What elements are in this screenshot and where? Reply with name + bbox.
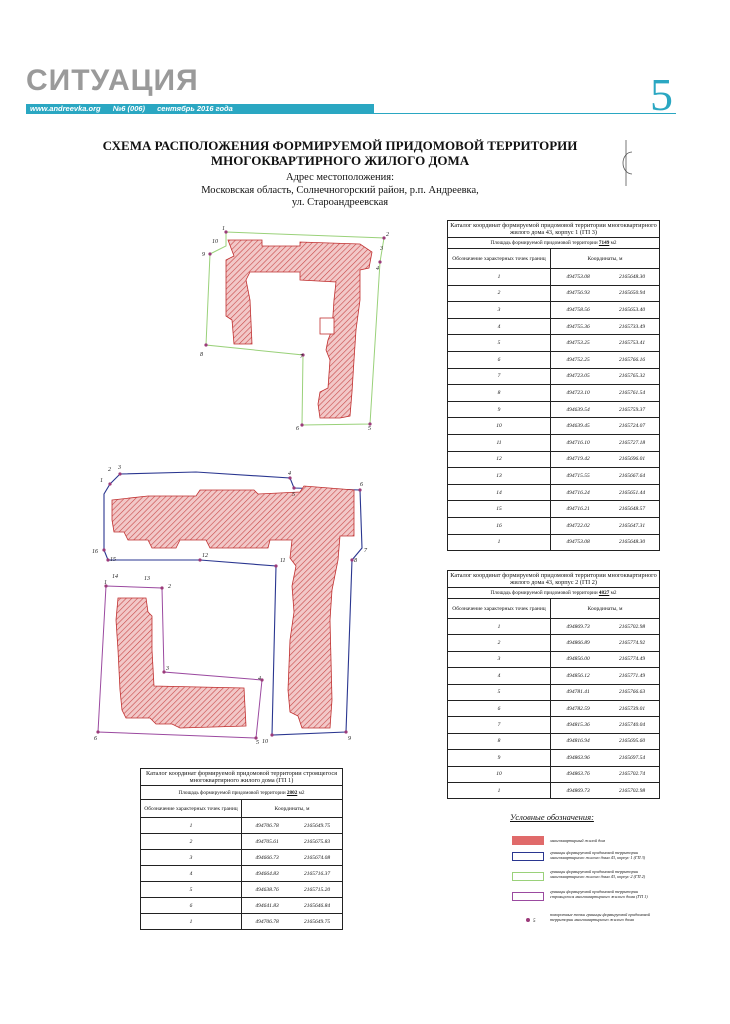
coordinates-cell: [551, 517, 660, 534]
legend-item-building: многоквартирный жилой дом: [550, 838, 605, 843]
point-number: 1: [141, 818, 242, 834]
building-gp2-notch: [320, 318, 334, 334]
coord-x: 494716.24: [566, 489, 590, 496]
coord-x: 494856.12: [566, 672, 590, 679]
point-number: 5: [141, 882, 242, 898]
point-number: 4: [141, 866, 242, 882]
coordinates-cell: [551, 534, 660, 551]
coord-y: 2165646.84: [303, 902, 331, 909]
coordinates-cell: [242, 866, 343, 882]
label-gp3-15: 15: [110, 557, 116, 563]
coord-x: 494756.93: [566, 290, 590, 297]
address-line-1: Московская область, Солнечногорский район, р.п. Андреевка,: [201, 184, 479, 196]
table-row: [448, 619, 660, 635]
table-row: [448, 700, 660, 716]
label-gp1-2: 2: [168, 584, 171, 590]
legend-point-label: 5: [533, 919, 536, 924]
label-gp2-10: 10: [212, 239, 218, 245]
coord-y: 2165647.31: [618, 522, 646, 529]
coordinates-cell: [551, 368, 660, 385]
coordinates-cell: [242, 850, 343, 866]
coord-y: 2165649.75: [303, 918, 331, 925]
label-gp3-10: 10: [262, 739, 268, 745]
coord-x: 494715.55: [566, 472, 590, 479]
coord-x: 494722.02: [566, 522, 590, 529]
coord-x: 494866.89: [566, 640, 590, 647]
coordinates-cell: [551, 700, 660, 716]
coord-y: 2165649.75: [303, 822, 331, 829]
coord-y: 2165650.94: [618, 290, 646, 297]
table-row: [448, 285, 660, 302]
coord-table-gp3: [447, 220, 660, 551]
col-header-points: Обозначение характерных точек границ: [141, 800, 242, 818]
coord-x: 494639.45: [566, 423, 590, 430]
coord-y: 2165766.16: [618, 356, 646, 363]
coord-y: 2165740.04: [618, 722, 646, 729]
coordinates-cell: [551, 269, 660, 286]
label-gp2-5: 5: [368, 426, 371, 432]
coord-y: 2165653.40: [618, 306, 646, 313]
section-title: СИТУАЦИЯ: [26, 64, 199, 97]
coordinates-cell: [551, 651, 660, 667]
coord-table-gp1: [140, 768, 343, 930]
coordinates-cell: [242, 882, 343, 898]
table-row: [448, 351, 660, 368]
area-value: 4827: [598, 590, 610, 596]
coord-x: 494716.10: [566, 439, 590, 446]
coordinates-cell: [551, 750, 660, 766]
coord-y: 2165716.37: [303, 870, 331, 877]
col-header-coords: Координаты, м: [551, 599, 660, 619]
legend-item-points: поворотные точки границы формируемой придомовой территории многоквартирного жилого дома: [550, 912, 650, 922]
point-number: 2: [448, 285, 551, 302]
table-row: [141, 834, 343, 850]
page-number: 5: [650, 69, 673, 120]
issue-date: сентябрь 2016 года: [157, 104, 233, 113]
coord-x: 494641.83: [255, 902, 279, 909]
point-number: 2: [448, 635, 551, 651]
coordinates-cell: [551, 501, 660, 518]
label-gp3-2: 2: [108, 467, 111, 473]
legend-box: [500, 826, 660, 936]
table-row: [448, 717, 660, 733]
label-gp2-6: 6: [296, 426, 299, 432]
label-gp2-3: 3: [380, 246, 383, 252]
point-number: 7: [448, 717, 551, 733]
coord-x: 494705.61: [255, 838, 279, 845]
table-row: [448, 318, 660, 335]
coord-y: 2165715.20: [303, 886, 331, 893]
coordinates-cell: [551, 766, 660, 782]
label-gp2-7: 7: [300, 354, 303, 360]
point-number: 9: [448, 401, 551, 418]
label-gp2-9: 9: [202, 252, 205, 258]
point-number: 10: [448, 766, 551, 782]
point-number: 7: [448, 368, 551, 385]
col-header-points: Обозначение характерных точек границ: [448, 599, 551, 619]
coord-y: 2165702.98: [618, 623, 646, 630]
coordinates-cell: [551, 285, 660, 302]
point-number: 6: [448, 700, 551, 716]
label-gp3-12: 12: [202, 553, 208, 559]
coordinates-cell: [551, 733, 660, 749]
legend-point-icon: [526, 918, 530, 922]
area-label: Площадь формируемой придомовой территории: [490, 240, 598, 246]
coord-y: 2165651.44: [618, 489, 646, 496]
coord-x: 494723.10: [566, 389, 590, 396]
coord-y: 2165766.63: [618, 689, 646, 696]
coordinates-cell: [551, 782, 660, 798]
area-unit: м2: [610, 240, 617, 246]
table-row: [448, 766, 660, 782]
coordinates-cell: [551, 351, 660, 368]
coord-x: 494869.73: [566, 623, 590, 630]
coord-x: 494753.25: [566, 340, 590, 347]
label-gp3-6: 6: [360, 482, 363, 488]
legend-swatch-building: [512, 836, 544, 845]
label-gp2-8: 8: [200, 352, 203, 358]
coordinates-cell: [551, 451, 660, 468]
legend-item-gp3: границы формируемой придомовой территории многоквартирного жилого дома 43, корпус 1 (ГП 3): [550, 850, 646, 860]
point-number: 4: [448, 318, 551, 335]
label-gp3-3: 3: [118, 465, 121, 471]
col-header-coords: Координаты, м: [242, 800, 343, 818]
coord-x: 494639.54: [566, 406, 590, 413]
point-number: 16: [448, 517, 551, 534]
coordinates-cell: [551, 401, 660, 418]
building-gp1: [116, 598, 246, 728]
coord-x: 494666.73: [255, 854, 279, 861]
coordinates-cell: [551, 684, 660, 700]
table-row: [448, 750, 660, 766]
point-number: 3: [448, 651, 551, 667]
coord-y: 2165648.30: [618, 539, 646, 546]
coord-y: 2165765.32: [618, 373, 646, 380]
point-number: 8: [448, 385, 551, 402]
table-row: [448, 418, 660, 435]
coord-y: 2165675.83: [303, 838, 331, 845]
table-row: [448, 635, 660, 651]
table-row: [141, 866, 343, 882]
table-row: [448, 501, 660, 518]
legend-swatch-gp3: [512, 852, 544, 861]
coord-y: 2165724.07: [618, 423, 646, 430]
table-row: [448, 517, 660, 534]
col-header-coords: Координаты, м: [551, 249, 660, 269]
table-row: [448, 434, 660, 451]
legend-title: Условные обозначения:: [510, 812, 594, 822]
coord-x: 494638.76: [255, 886, 279, 893]
building-gp2: [226, 240, 372, 418]
table-caption: Каталог координат формируемой придомовой территории многоквартирного жилого дома 43, корпус 2 (ГП 2): [448, 571, 660, 588]
label-gp1-4: 4: [258, 676, 261, 682]
coord-x: 494706.78: [255, 822, 279, 829]
coordinates-cell: [242, 818, 343, 834]
coord-x: 494781.41: [566, 689, 590, 696]
coord-y: 2165697.54: [618, 754, 646, 761]
coord-y: 2165702.98: [618, 787, 646, 794]
coord-y: 2165648.30: [618, 273, 646, 280]
table-row: [448, 733, 660, 749]
table-row: [448, 335, 660, 352]
address-line-2: ул. Староандреевская: [291, 197, 389, 208]
address-label: Адрес местоположения:: [285, 172, 395, 183]
coord-x: 494706.78: [255, 918, 279, 925]
point-number: 5: [448, 684, 551, 700]
area-label: Площадь формируемой придомовой территории: [178, 789, 286, 796]
point-number: 6: [448, 351, 551, 368]
legend-swatch-gp2: [512, 872, 544, 881]
table-row: [141, 850, 343, 866]
label-gp1-6: 6: [94, 736, 97, 742]
title-line-2: МНОГОКВАРТИРНОГО ЖИЛОГО ДОМА: [210, 153, 470, 168]
coordinates-cell: [551, 434, 660, 451]
coordinates-cell: [242, 914, 343, 930]
coord-x: 494664.83: [255, 870, 279, 877]
point-number: 1: [141, 914, 242, 930]
table-row: [448, 368, 660, 385]
coord-y: 2165774.49: [618, 656, 646, 663]
coord-y: 2165739.01: [618, 705, 646, 712]
legend-item-gp1: границы формируемой придомовой территории строящегося многоквартирного жилого дома (ГП 1): [550, 889, 648, 899]
area-row: [448, 238, 660, 249]
legend-swatch-gp1: [512, 892, 544, 901]
coordinates-cell: [242, 834, 343, 850]
legend-item-gp2: границы формируемой придомовой территории многоквартирного жилого дома 43, корпус 2 (ГП 2): [550, 869, 646, 879]
coord-x: 494782.59: [566, 705, 590, 712]
label-gp3-13: 13: [144, 576, 150, 582]
table-row: [448, 782, 660, 798]
coord-x: 494753.08: [566, 273, 590, 280]
table-row: [448, 668, 660, 684]
table-row: [448, 401, 660, 418]
point-number: 1: [448, 782, 551, 798]
table-row: [448, 651, 660, 667]
point-number: 1: [448, 619, 551, 635]
title-line-1: СХЕМА РАСПОЛОЖЕНИЯ ФОРМИРУЕМОЙ ПРИДОМОВОЙ ТЕРРИТОРИИ: [102, 138, 578, 153]
coord-y: 2165774.92: [618, 640, 646, 647]
point-number: 5: [448, 335, 551, 352]
coord-y: 2165733.49: [618, 323, 646, 330]
point-number: 8: [448, 733, 551, 749]
issue-number: №6 (006): [112, 104, 146, 113]
label-gp2-1: 1: [222, 226, 225, 232]
label-gp3-16: 16: [92, 549, 98, 555]
coord-x: 494755.36: [566, 323, 590, 330]
coordinates-cell: [242, 898, 343, 914]
table-row: [448, 269, 660, 286]
coordinates-cell: [551, 668, 660, 684]
coord-table-gp2: [447, 570, 660, 799]
point-number: 2: [141, 834, 242, 850]
point-number: 11: [448, 434, 551, 451]
table-row: [448, 534, 660, 551]
point-number: 4: [448, 668, 551, 684]
coordinates-cell: [551, 385, 660, 402]
label-gp1-5: 5: [256, 740, 259, 746]
coord-x: 494723.05: [566, 373, 590, 380]
table-caption: Каталог координат формируемой придомовой территории многоквартирного жилого дома 43, корпус 1 (ГП 3): [448, 221, 660, 238]
coord-x: 494863.76: [566, 771, 590, 778]
table-row: [448, 468, 660, 485]
point-number: 9: [448, 750, 551, 766]
label-gp3-5: 5: [292, 492, 295, 498]
coord-y: 2165674.08: [303, 854, 331, 861]
table-row: [448, 385, 660, 402]
table-row: [448, 451, 660, 468]
table-row: [141, 898, 343, 914]
table-row: [141, 882, 343, 898]
coord-x: 494869.73: [566, 787, 590, 794]
label-gp3-11: 11: [280, 558, 286, 564]
label-gp3-9: 9: [348, 736, 351, 742]
table-row: [448, 484, 660, 501]
coord-x: 494815.36: [566, 722, 590, 729]
site-link[interactable]: www.andreevka.org: [30, 104, 101, 113]
point-number: 14: [448, 484, 551, 501]
area-row: [448, 588, 660, 599]
label-gp2-2: 2: [386, 232, 389, 238]
coordinates-cell: [551, 484, 660, 501]
label-gp3-14: 14: [112, 574, 118, 580]
label-gp1-3: 3: [166, 666, 169, 672]
point-number: 12: [448, 451, 551, 468]
table-row: [448, 684, 660, 700]
coord-y: 2165667.64: [618, 472, 646, 479]
table-row: [141, 914, 343, 930]
coord-y: 2165761.54: [618, 389, 646, 396]
table-row: [141, 818, 343, 834]
coord-y: 2165702.74: [618, 771, 646, 778]
point-number: 6: [141, 898, 242, 914]
coord-y: 2165753.41: [618, 340, 646, 347]
area-value: 7149: [598, 240, 610, 246]
point-number: 15: [448, 501, 551, 518]
coord-x: 494863.96: [566, 754, 590, 761]
coordinates-cell: [551, 619, 660, 635]
coord-y: 2165759.37: [618, 406, 646, 413]
area-row: [141, 786, 343, 800]
coordinates-cell: [551, 418, 660, 435]
label-gp3-1: 1: [100, 478, 103, 484]
coord-y: 2165695.60: [618, 738, 646, 745]
coord-x: 494719.42: [566, 456, 590, 463]
point-number: 13: [448, 468, 551, 485]
coordinates-cell: [551, 717, 660, 733]
coord-y: 2165648.57: [618, 506, 646, 513]
coord-x: 494752.25: [566, 356, 590, 363]
label-gp2-4: 4: [376, 266, 379, 272]
coordinates-cell: [551, 318, 660, 335]
coordinates-cell: [551, 635, 660, 651]
coord-x: 494753.08: [566, 539, 590, 546]
label-gp3-7: 7: [364, 548, 367, 554]
area-unit: м2: [298, 789, 305, 796]
coordinates-cell: [551, 335, 660, 352]
area-label: Площадь формируемой придомовой территории: [490, 590, 598, 596]
coordinates-cell: [551, 468, 660, 485]
coord-x: 494856.00: [566, 656, 590, 663]
table-caption: Каталог координат формируемой придомовой территории строящегося многоквартирного жилого дома (ГП 1): [141, 769, 343, 786]
label-gp1-1: 1: [104, 580, 107, 586]
coord-y: 2165771.49: [618, 672, 646, 679]
col-header-points: Обозначение характерных точек границ: [448, 249, 551, 269]
coord-x: 494816.94: [566, 738, 590, 745]
coord-y: 2165727.18: [618, 439, 646, 446]
point-number: 1: [448, 534, 551, 551]
table-row: [448, 302, 660, 319]
coordinates-cell: [551, 302, 660, 319]
label-gp3-4: 4: [288, 471, 291, 477]
point-number: 3: [141, 850, 242, 866]
point-number: 3: [448, 302, 551, 319]
area-value: 2802: [286, 789, 298, 796]
coord-x: 494716.21: [566, 506, 590, 513]
coord-y: 2165696.01: [618, 456, 646, 463]
point-number: 10: [448, 418, 551, 435]
area-unit: м2: [610, 590, 617, 596]
point-number: 1: [448, 269, 551, 286]
coord-x: 494758.56: [566, 306, 590, 313]
label-gp3-8: 8: [354, 558, 357, 564]
